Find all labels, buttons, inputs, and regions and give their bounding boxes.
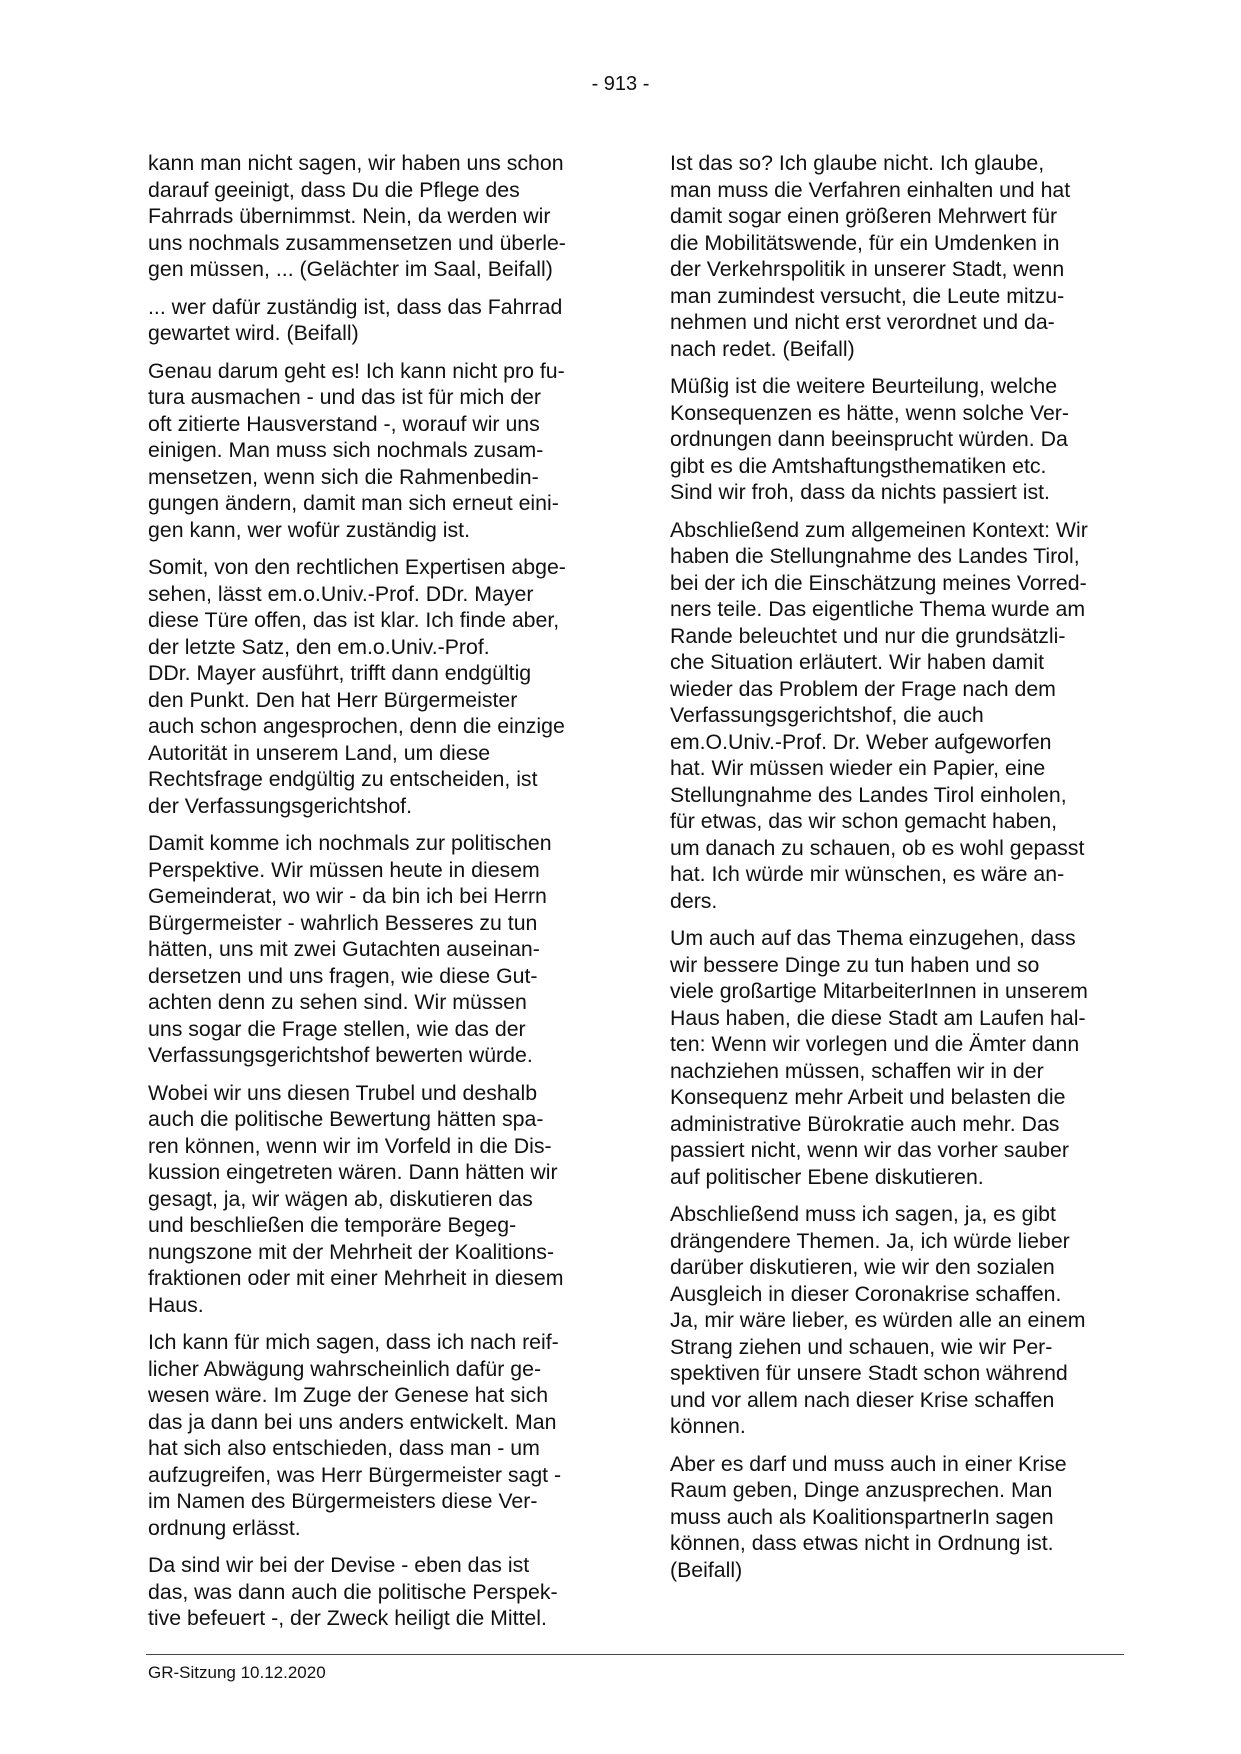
paragraph: Wobei wir uns diesen Trubel und deshalb auch die politische Bewertung hätten spa- ren können, wenn wir im Vorfeld in die Dis- kussion eingetreten wären. Dann hätten wir gesagt, ja, wir wägen ab, diskutieren das und beschließen die temporäre Begeg- nungszone mit der Mehrheit der Koalitions- fraktionen oder mit einer Mehrheit in diesem Haus. <box>148 1080 564 1317</box>
paragraph: Somit, von den rechtlichen Expertisen abge- sehen, lässt em.o.Univ.-Prof. DDr. Mayer diese Türe offen, das ist klar. Ich finde aber, der letzte Satz, den em.o.Univ.-Prof. DDr. Mayer ausführt, trifft dann endgültig den Punkt. Den hat Herr Bürgermeister auch schon angesprochen, denn die einzige Autorität in unserem Land, um diese Rechtsfrage endgültig zu entscheiden, ist der Verfassungsgerichtshof. <box>148 555 566 818</box>
paragraph: Müßig ist die weitere Beurteilung, welche Konsequenzen es hätte, wenn solche Ver- ordnungen dann beeinsprucht würden. Da gibt es die Amtshaftungsthematiken etc. Sind wir froh, dass da nichts passiert ist. <box>670 374 1069 504</box>
paragraph: kann man nicht sagen, wir haben uns schon darauf geeinigt, dass Du die Pflege des Fahrrads übernimmst. Nein, da werden wir uns nochmals zusammensetzen und überle- gen müssen, ... (Gelächter im Saal, Beifall) <box>148 151 566 281</box>
paragraph: Ist das so? Ich glaube nicht. Ich glaube, man muss die Verfahren einhalten und hat damit sogar einen größeren Mehrwert für die Mobilitätswende, für ein Umdenken in der Verkehrspolitik in unserer Stadt, wenn man zumindest versucht, die Leute mitzu- nehmen und nicht erst verordnet und da- nach redet. (Beifall) <box>670 151 1071 361</box>
right-column <box>670 150 1114 1594</box>
paragraph: Damit komme ich nochmals zur politischen Perspektive. Wir müssen heute in diesem Gemeinderat, wo wir - da bin ich bei Herrn Bürgermeister - wahrlich Besseres zu tun hätten, uns mit zwei Gutachten auseinan- dersetzen und uns fragen, wie diese Gut- achten denn zu sehen sind. Wir müssen uns sogar die Frage stellen, wie das der Verfassungsgerichtshof bewerten würde. <box>148 831 552 1067</box>
left-column <box>148 150 592 1643</box>
footer-divider <box>146 1654 1124 1655</box>
paragraph: Da sind wir bei der Devise - eben das ist das, was dann auch die politische Perspek- tive befeuert -, der Zweck heiligt die Mittel. <box>148 1553 558 1630</box>
paragraph: Abschließend muss ich sagen, ja, es gibt drängendere Themen. Ja, ich würde lieber darüber diskutieren, wie wir den sozialen Ausgleich in dieser Coronakrise schaffen. Ja, mir wäre lieber, es würden alle an einem Strang ziehen und schauen, wie wir Per- spektiven für unsere Stadt schon während und vor allem nach dieser Krise schaffen können. <box>670 1202 1086 1438</box>
paragraph: Um auch auf das Thema einzugehen, dass wir bessere Dinge zu tun haben und so viele großartige MitarbeiterInnen in unserem Haus haben, die diese Stadt am Laufen hal- ten: Wenn wir vorlegen und die Ämter dann nachziehen müssen, schaffen wir in der Konsequenz mehr Arbeit und belasten die administrative Bürokratie auch mehr. Das passiert nicht, wenn wir das vorher sauber auf politischer Ebene diskutieren. <box>670 926 1088 1189</box>
paragraph: Aber es darf und muss auch in einer Krise Raum geben, Dinge anzusprechen. Man muss auch als KoalitionspartnerIn sagen können, dass etwas nicht in Ordnung ist. (Beifall) <box>670 1451 1067 1582</box>
paragraph: Abschließend zum allgemeinen Kontext: Wir haben die Stellungnahme des Landes Tirol, bei der ich die Einschätzung meines Vorred- ners teile. Das eigentliche Thema wurde am Rande beleuchtet und nur die grundsätzli- che Situation erläutert. Wir haben damit wieder das Problem der Frage nach dem Verfassungsgerichtshof, die auch em.O.Univ.-Prof. Dr. Weber aufgeworfen hat. Wir müssen wieder ein Papier, eine Stellungnahme des Landes Tirol einholen, für etwas, das wir schon gemacht haben, um danach zu schauen, ob es wohl gepasst hat. Ich würde mir wünschen, es wäre an- ders. <box>670 517 1088 913</box>
paragraph: ... wer dafür zuständig ist, dass das Fahrrad gewartet wird. (Beifall) <box>148 294 563 345</box>
footer-session-label: GR-Sitzung 10.12.2020 <box>148 1663 326 1682</box>
page-number: - 913 - <box>591 73 650 95</box>
paragraph: Genau darum geht es! Ich kann nicht pro fu- tura ausmachen - und das ist für mich der oft zitierte Hausverstand -, worauf wir uns einigen. Man muss sich nochmals zusam- mensetzen, wenn sich die Rahmenbedin- gungen ändern, damit man sich erneut eini- gen kann, wer wofür zuständig ist. <box>148 358 565 542</box>
paragraph: Ich kann für mich sagen, dass ich nach reif- licher Abwägung wahrscheinlich dafür ge- wesen wäre. Im Zuge der Genese hat sich das ja dann bei uns anders entwickelt. Man hat sich also entschieden, dass man - um aufzugreifen, was Herr Bürgermeister sagt - im Namen des Bürgermeisters diese Ver- ordnung erlässt. <box>148 1330 562 1540</box>
